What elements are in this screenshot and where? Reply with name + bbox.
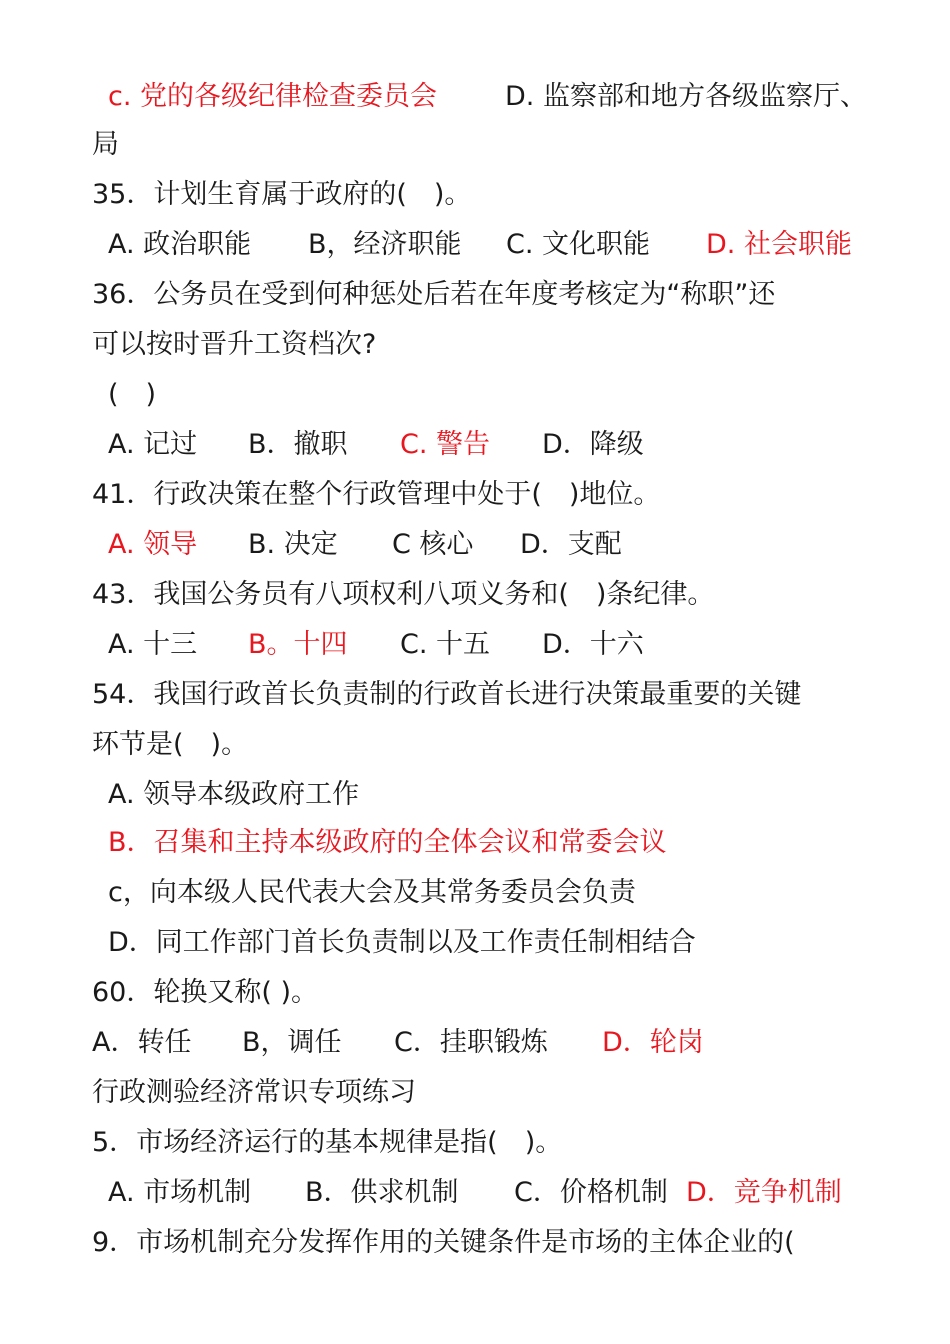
text-segment: 54．我国行政首长负责制的行政首长进行决策最重要的关键 <box>92 679 802 710</box>
text-segment: B，经济职能 <box>308 229 462 260</box>
text-segment: C 核心 <box>392 529 474 560</box>
text-segment: ( ) <box>108 379 157 410</box>
text-segment: C. 文化职能 <box>506 229 651 260</box>
text-segment: B．供求机制 <box>305 1177 459 1208</box>
text-segment: 可以按时晋升工资档次? <box>92 329 377 360</box>
text-segment: D．同工作部门首长负责制以及工作责任制相结合 <box>108 927 696 958</box>
answer-option: D．轮岗 <box>602 1027 704 1058</box>
text-segment: A. 领导本级政府工作 <box>108 779 360 810</box>
text-segment: D．支配 <box>520 529 622 560</box>
text-segment: 局 <box>92 129 119 160</box>
text-segment: 环节是( )。 <box>92 729 249 760</box>
answer-option: c. 党的各级纪律检查委员会 <box>108 81 438 112</box>
text-segment: 43．我国公务员有八项权利八项义务和( )条纪律。 <box>92 579 715 610</box>
answer-option: D．竞争机制 <box>686 1177 842 1208</box>
text-segment: D. 监察部和地方各级监察厅、 <box>505 81 867 112</box>
text-segment: D．降级 <box>542 429 644 460</box>
text-segment: 35．计划生育属于政府的( )。 <box>92 179 472 210</box>
text-segment: C．价格机制 <box>514 1177 668 1208</box>
answer-option: B。十四 <box>248 629 348 660</box>
text-segment: C．挂职锻炼 <box>394 1027 548 1058</box>
text-segment: 行政测验经济常识专项练习 <box>92 1077 416 1108</box>
answer-option: C. 警告 <box>400 429 491 460</box>
text-segment: A. 十三 <box>108 629 198 660</box>
text-segment: A. 市场机制 <box>108 1177 252 1208</box>
text-segment: 5．市场经济运行的基本规律是指( )。 <box>92 1127 563 1158</box>
answer-option: D. 社会职能 <box>706 229 852 260</box>
text-segment: D．十六 <box>542 629 644 660</box>
text-segment: A. 政治职能 <box>108 229 252 260</box>
text-segment: A．转任 <box>92 1027 192 1058</box>
text-segment: 9．市场机制充分发挥作用的关键条件是市场的主体企业的( <box>92 1227 795 1258</box>
text-segment: c，向本级人民代表大会及其常务委员会负责 <box>108 877 636 908</box>
text-segment: A. 记过 <box>108 429 198 460</box>
text-segment: B，调任 <box>242 1027 342 1058</box>
text-segment: B. 决定 <box>248 529 338 560</box>
text-segment: 41．行政决策在整个行政管理中处于( )地位。 <box>92 479 661 510</box>
answer-option: A. 领导 <box>108 529 198 560</box>
text-segment: C. 十五 <box>400 629 491 660</box>
answer-option: B．召集和主持本级政府的全体会议和常委会议 <box>108 827 667 858</box>
text-segment: 60．轮换又称( )。 <box>92 977 319 1008</box>
text-segment: 36．公务员在受到何种惩处后若在年度考核定为“称职”还 <box>92 279 776 310</box>
text-segment: B．撤职 <box>248 429 348 460</box>
